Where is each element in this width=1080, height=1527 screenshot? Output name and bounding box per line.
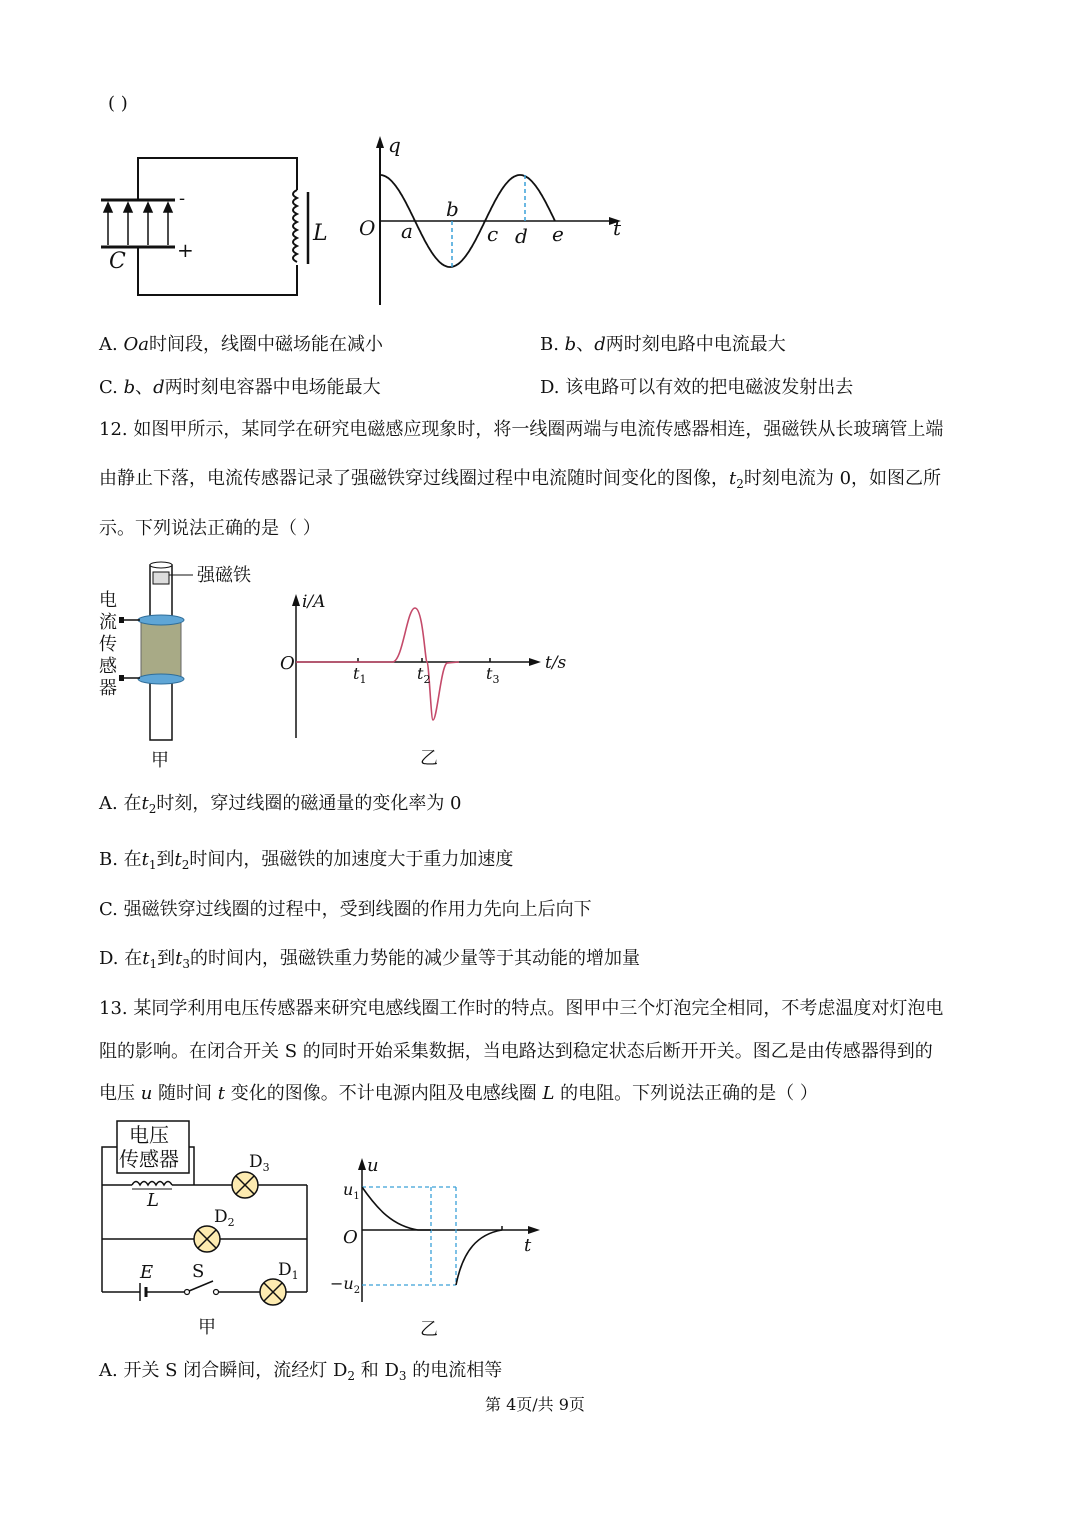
q12-stem-line2: 由静止下落，电流传感器记录了强磁铁穿过线圈过程中电流随时间变化的图像，$t_2$时刻电流为 0，如图乙所 xyxy=(99,468,942,491)
q11-label-c: c xyxy=(487,222,499,246)
q13-stem-line3: 电压 u 随时间 t 变化的图像。不计电源内阻及电感线圈 L 的电阻。下列说法正确的是（ ） xyxy=(99,1083,818,1104)
q11-label-L: L xyxy=(313,221,328,246)
q13-axis-u: u xyxy=(367,1155,379,1176)
q12-stem-line3: 示。下列说法正确的是（ ） xyxy=(99,518,321,539)
q13-label-u2: $-u_2$ xyxy=(330,1274,361,1296)
q12-option-C: C. 强磁铁穿过线圈的过程中，受到线圈的作用力先向上后向下 xyxy=(99,899,592,920)
q11-circuit-wire xyxy=(138,158,297,200)
q12-sensor-char: 器 xyxy=(99,678,117,699)
q13-voltage-curve-charge xyxy=(362,1187,431,1230)
q13-origin: O xyxy=(343,1227,358,1248)
q12-magnet xyxy=(153,572,169,584)
q11-bracket: ( ) xyxy=(108,93,128,114)
q12-option-D: D. 在$t_1$到$t_3$的时间内，强磁铁重力势能的减少量等于其动能的增加量 xyxy=(99,948,640,971)
q11-axis-q: q xyxy=(388,133,401,157)
q11-field-arrows xyxy=(104,203,172,245)
q12-axis-i: i/A xyxy=(302,592,326,612)
q13-option-A: A. 开关 S 闭合瞬间，流经灯 $D_2$ 和 $D_3$ 的电流相等 xyxy=(99,1360,503,1383)
q12-caption-jia: 甲 xyxy=(151,750,169,771)
q13-label-D2: $D_2$ xyxy=(214,1207,235,1229)
q13-u-t-graph xyxy=(330,1150,548,1345)
q12-sensor-char: 电 xyxy=(99,590,117,611)
q12-option-A: A. 在$t_2$时刻，穿过线圈的磁通量的变化率为 0 xyxy=(99,793,462,816)
page-footer: 第 4页/共 9页 xyxy=(485,1395,585,1414)
q12-magnet-label: 强磁铁 xyxy=(197,565,251,586)
q12-figure-jia xyxy=(95,560,275,770)
q12-axis-t: t/s xyxy=(545,653,567,673)
q12-stem-line1: 12. 如图甲所示，某同学在研究电磁感应现象时，将一线圈两端与电流传感器相连，强磁铁从长玻璃管上端 xyxy=(99,419,944,440)
q11-label-a: a xyxy=(401,219,413,243)
q11-q-t-graph xyxy=(355,132,645,312)
q13-caption-jia: 甲 xyxy=(198,1317,216,1338)
q12-i-t-graph xyxy=(275,588,605,773)
q11-minus-sign: - xyxy=(179,188,186,209)
q11-label-e: e xyxy=(552,222,564,246)
q11-origin: O xyxy=(359,216,376,240)
q12-current-curve xyxy=(296,608,459,720)
q11-axis-t: t xyxy=(613,216,622,240)
q13-label-D3: $D_3$ xyxy=(249,1152,270,1174)
q12-sensor-char: 流 xyxy=(99,612,117,633)
q12-tick-t2: $t_2$ xyxy=(417,664,431,686)
q13-sensor-text2: 传感器 xyxy=(119,1147,179,1171)
q11-option-A: A. Oa时间段，线圈中磁场能在减小 xyxy=(99,334,383,355)
q12-sensor-char: 传 xyxy=(99,634,117,655)
q12-coil xyxy=(141,622,181,678)
q13-stem-line2: 阻的影响。在闭合开关 S 的同时开始采集数据，当电路达到稳定状态后断开开关。图乙是由传感器得到的 xyxy=(99,1041,933,1062)
q13-axis-t: t xyxy=(524,1235,532,1256)
q13-lamp-D3 xyxy=(232,1172,258,1198)
q13-switch xyxy=(189,1281,213,1291)
q11-option-D: D. 该电路可以有效的把电磁波发射出去 xyxy=(540,377,854,398)
q13-label-D1: $D_1$ xyxy=(278,1260,299,1282)
q13-voltage-curve-discharge xyxy=(456,1230,502,1285)
q11-inductor-coil xyxy=(293,190,297,262)
q13-lamp-D2 xyxy=(194,1226,220,1252)
q12-coil-bottom-flange xyxy=(138,674,184,684)
q11-option-C: C. b、d两时刻电容器中电场能最大 xyxy=(99,377,381,398)
q13-label-L: L xyxy=(147,1190,159,1211)
q11-label-b: b xyxy=(446,197,459,221)
q13-label-E: E xyxy=(140,1262,154,1283)
q11-circuit-wire-bottom xyxy=(138,247,297,295)
q13-lamp-D1 xyxy=(260,1279,286,1305)
q12-option-B: B. 在$t_1$到$t_2$时间内，强磁铁的加速度大于重力加速度 xyxy=(99,849,514,872)
q13-circuit-figure xyxy=(95,1115,325,1345)
q12-coil-top-flange xyxy=(138,615,184,625)
q13-inductor xyxy=(132,1182,172,1186)
q11-label-C: C xyxy=(109,249,126,274)
q12-tick-t1: $t_1$ xyxy=(353,664,367,686)
q13-stem-line1: 13. 某同学利用电压传感器来研究电感线圈工作时的特点。图甲中三个灯泡完全相同，不考虑温度对灯泡电 xyxy=(99,998,944,1019)
q13-caption-yi: 乙 xyxy=(420,1319,438,1340)
q12-origin: O xyxy=(280,653,295,674)
q13-label-S: S xyxy=(192,1261,205,1282)
q13-label-u1: $u_1$ xyxy=(343,1180,360,1202)
q11-plus-sign: + xyxy=(177,238,194,262)
q12-sensor-char: 感 xyxy=(99,656,117,677)
q12-caption-yi: 乙 xyxy=(420,748,438,769)
q11-option-B: B. b、d两时刻电路中电流最大 xyxy=(540,334,786,355)
q12-tick-t3: $t_3$ xyxy=(486,664,500,686)
q11-label-d: d xyxy=(515,224,528,248)
q11-lc-circuit-figure xyxy=(95,150,328,310)
q13-sensor-text1: 电压 xyxy=(129,1123,169,1147)
